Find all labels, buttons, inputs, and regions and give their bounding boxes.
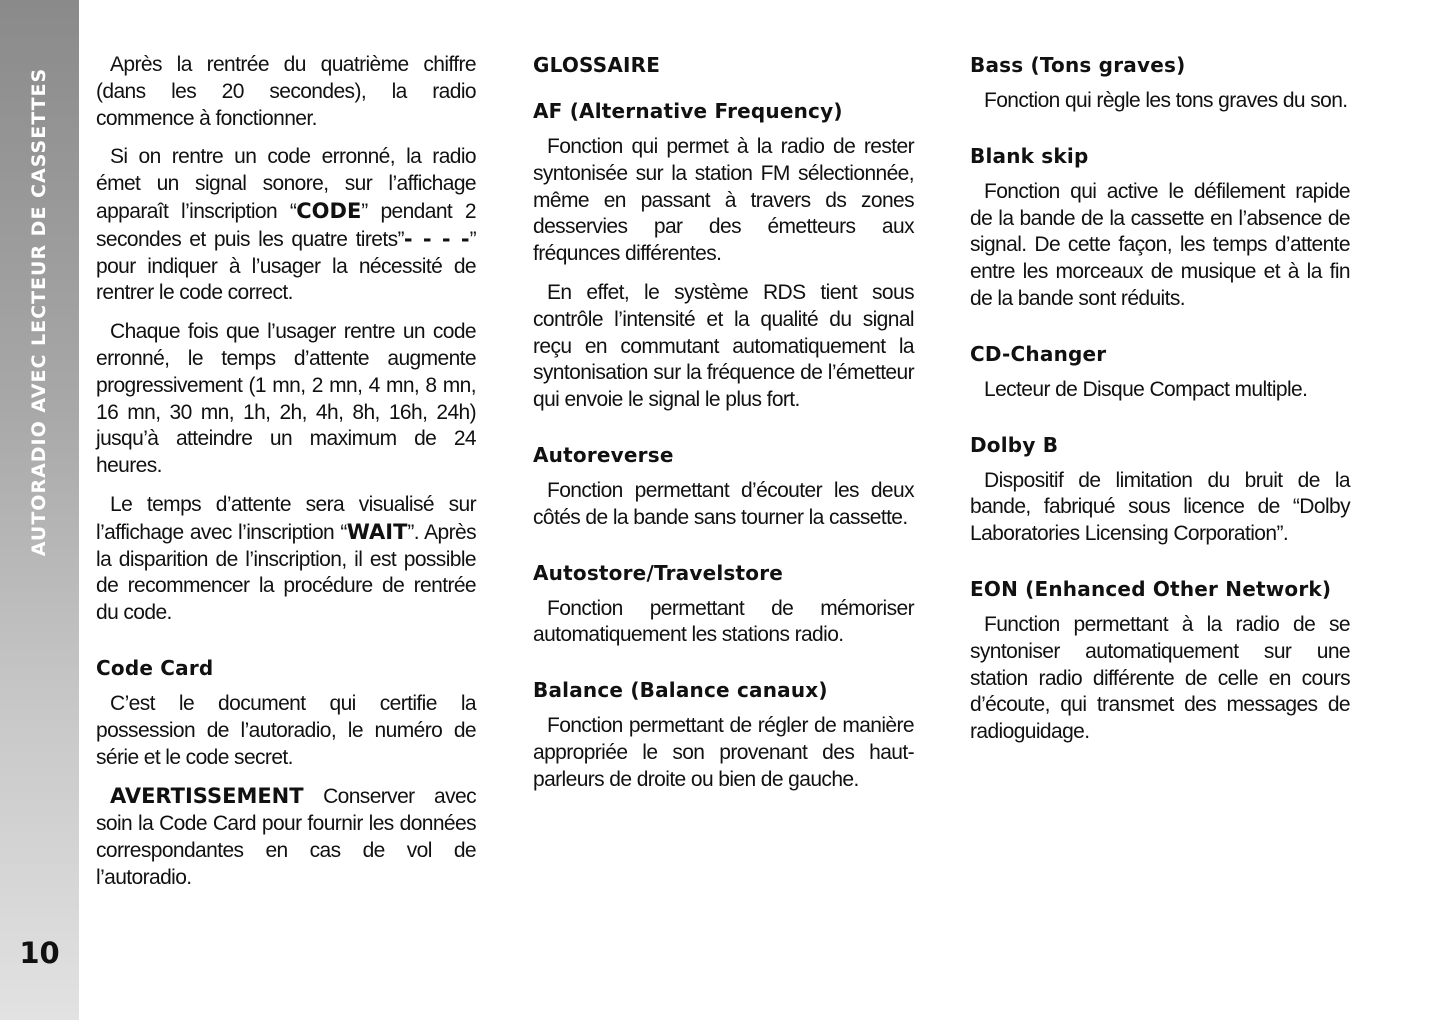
heading-autoreverse: Autoreverse bbox=[533, 442, 674, 467]
section-title: AUTORADIO AVEC LECTEUR DE CASSETTES bbox=[28, 67, 50, 557]
paragraph: En effet, le système RDS tient sous contrôle l’intensité et la qualité du signal reçu en commutant automatiquement la syntonisation sur la fréquence de l’émetteur qui envoie le signal le plus fort. bbox=[533, 280, 914, 412]
code-label: CODE bbox=[296, 198, 362, 223]
paragraph: Fonction permettant de mémoriser automatiquement les stations radio. bbox=[533, 596, 914, 647]
heading-autostore: Autostore/Travelstore bbox=[533, 560, 784, 585]
paragraph: Function permettant à la radio de se syntoniser automatiquement sur une station radio différente de celle en cours d’écoute, qui transmet des messages de radioguidage. bbox=[970, 612, 1350, 744]
paragraph: C’est le document qui certifie la possession de l’autoradio, le numéro de série et le code secret. bbox=[96, 691, 476, 769]
heading-glossaire: GLOSSAIRE bbox=[533, 53, 661, 77]
wait-label: WAIT bbox=[346, 519, 408, 544]
paragraph: Après la rentrée du quatrième chiffre (dans les 20 secondes), la radio commence à fonctionner. bbox=[96, 53, 476, 130]
paragraph: Lecteur de Disque Compact multiple. bbox=[984, 377, 1308, 401]
paragraph: Fonction qui active le défilement rapide de la bande de la cassette en l’absence de signal. De cette façon, les temps d’attente entre les morceaux de musique et à la fin de la bande sont réduits. bbox=[970, 179, 1350, 310]
column-1 bbox=[96, 52, 476, 904]
text: Conserver avec soin la Code Card pour fournir les données correspondantes en cas de vol de l’autoradio. bbox=[96, 785, 476, 889]
heading-blank-skip: Blank skip bbox=[970, 143, 1089, 168]
paragraph: Dispositif de limitation du bruit de la bande, fabriqué sous licence de “Dolby Laboratories Licensing Corporation”. bbox=[970, 468, 1350, 546]
text: Le temps d’attente sera visualisé sur l’affichage avec l’inscription “ bbox=[96, 492, 476, 544]
dashes-label: - - - - bbox=[403, 226, 470, 251]
paragraph: Fonction permettant d’écouter les deux côtés de la bande sans tourner la cassette. bbox=[533, 478, 914, 529]
column-3 bbox=[970, 52, 1350, 758]
paragraph bbox=[96, 144, 476, 307]
paragraph bbox=[96, 492, 476, 627]
warning-paragraph bbox=[96, 783, 476, 891]
paragraph: Fonction qui permet à la radio de rester syntonisée sur la station FM sélectionnée, même en passant à travers ds zones desservies par des émetteurs aux fréqunces différentes. bbox=[533, 135, 914, 266]
heading-balance: Balance (Balance canaux) bbox=[533, 678, 828, 703]
paragraph: Fonction qui règle les tons graves du son. bbox=[984, 89, 1348, 112]
heading-bass: Bass (Tons graves) bbox=[970, 53, 1186, 77]
sidebar bbox=[0, 0, 79, 1020]
heading-cd-changer: CD-Changer bbox=[970, 341, 1107, 366]
page-number: 10 bbox=[19, 936, 60, 970]
paragraph: Chaque fois que l’usager rentre un code erronné, le temps d’attente augmente progressivement (1 mn, 2 mn, 4 mn, 8 mn, 16 mn, 30 mn, 1h, 2h, 4h, 8h, 16h, 24h) jusqu’à atteindre un maximum de 24 heures. bbox=[96, 320, 476, 478]
heading-af: AF (Alternative Frequency) bbox=[533, 99, 843, 123]
heading-code-card: Code Card bbox=[96, 655, 214, 680]
warning-label: AVERTISSEMENT bbox=[110, 784, 304, 809]
heading-eon: EON (Enhanced Other Network) bbox=[970, 576, 1332, 601]
text: Si on rentre un code erronné, la radio émet un signal sonore, sur l’affichage apparaît l’inscription “ bbox=[96, 145, 476, 223]
text: ” pour indiquer à l’usager la nécessité de rentrer le code correct. bbox=[96, 227, 477, 305]
text: ”. Après la disparition de l’inscription, il est possible de recommencer la procédure de rentrée du code. bbox=[96, 520, 476, 625]
paragraph: Fonction permettant de régler de manière appropriée le son provenant des haut-parleurs de droite ou bien de gauche. bbox=[533, 714, 914, 791]
text: ” pendant 2 secondes et puis les quatre tirets” bbox=[96, 199, 476, 251]
heading-dolby: Dolby B bbox=[970, 432, 1059, 457]
column-2 bbox=[533, 52, 914, 806]
